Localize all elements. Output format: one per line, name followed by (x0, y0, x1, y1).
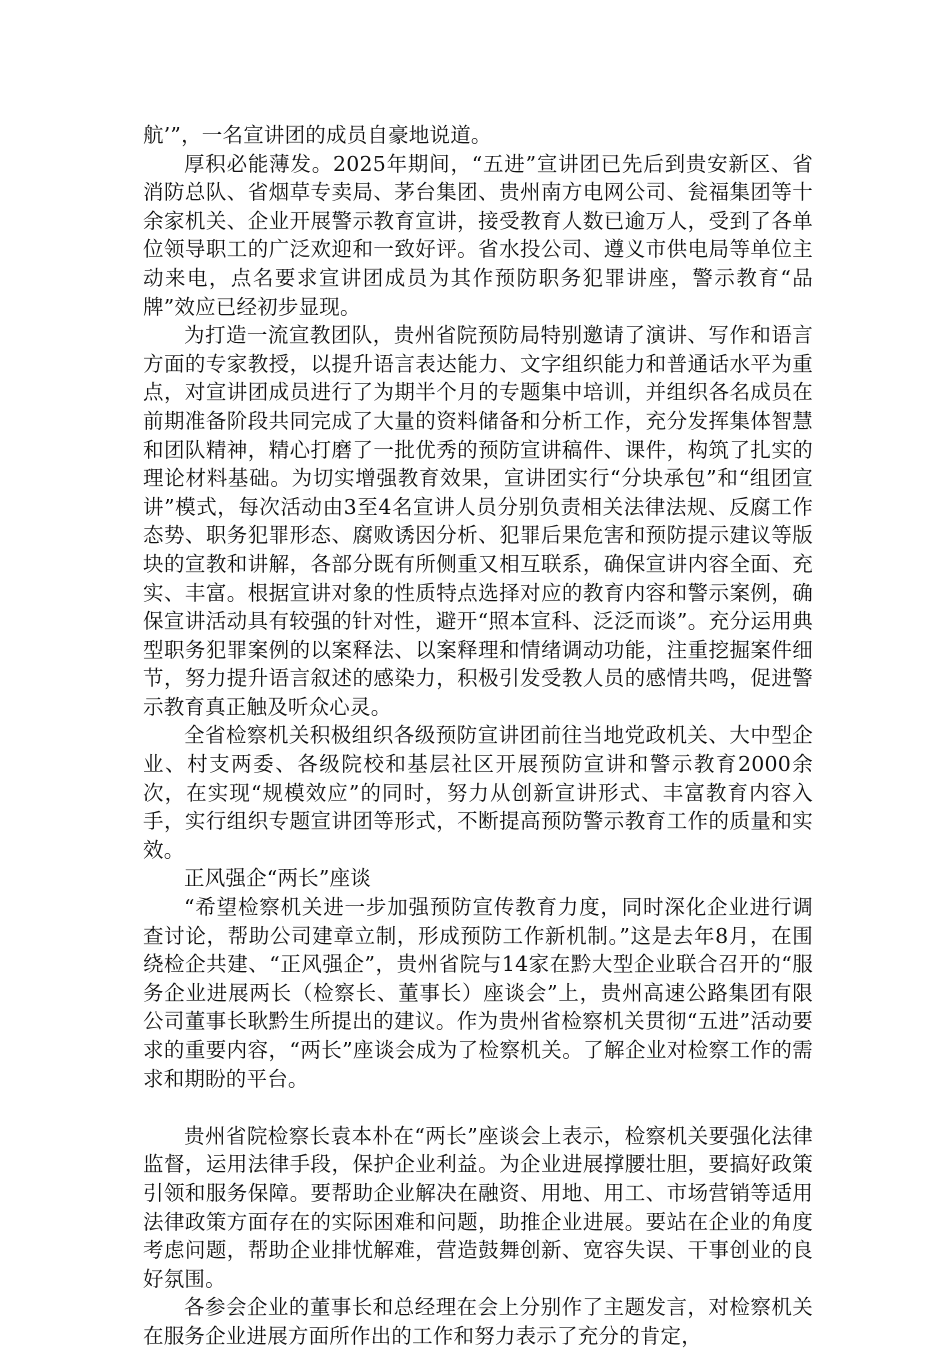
paragraph-2: 厚积必能薄发。2025年期间，“五进”宣讲团已先后到贵安新区、省消防总队、省烟草专卖局、茅台集团、贵州南方电网公司、瓮福集团等十余家机关、企业开展警示教育宣讲，接受教育人数已逾万人，受到了各单位领导职工的广泛欢迎和一致好评。省水投公司、遵义市供电局等单位主动来电，点名要求宣讲团成员为其作预防职务犯罪讲座，警示教育“品牌”效应已经初步显现。 (143, 151, 813, 319)
document-body (143, 121, 813, 1351)
paragraph-3: 为打造一流宣教团队，贵州省院预防局特别邀请了演讲、写作和语言方面的专家教授，以提升语言表达能力、文字组织能力和普通话水平为重点，对宣讲团成员进行了为期半个月的专题集中培训，并组织各名成员在前期准备阶段共同完成了大量的资料储备和分析工作，充分发挥集体智慧和团队精神，精心打磨了一批优秀的预防宣讲稿件、课件，构筑了扎实的理论材料基础。为切实增强教育效果，宣讲团实行“分块承包”和“组团宣讲”模式，每次活动由3至4名宣讲人员分别负责相关法律法规、反腐工作态势、职务犯罪形态、腐败诱因分析、犯罪后果危害和预防提示建议等版块的宣教和讲解，各部分既有所侧重又相互联系，确保宣讲内容全面、充实、丰富。根据宣讲对象的性质特点选择对应的教育内容和警示案例，确保宣讲活动具有较强的针对性，避开“照本宣科、泛泛而谈”。充分运用典型职务犯罪案例的以案释法、以案释理和情绪调动功能，注重挖掘案件细节，努力提升语言叙述的感染力，积极引发受教人员的感情共鸣，促进警示教育真正触及听众心灵。 (143, 323, 813, 719)
paragraph-6: 贵州省院检察长袁本朴在“两长”座谈会上表示，检察机关要强化法律监督，运用法律手段，保护企业利益。为企业进展撑腰壮胆，要搞好政策引领和服务保障。要帮助企业解决在融资、用地、用工、市场营销等适用法律政策方面存在的实际困难和问题，助推企业进展。要站在企业的角度考虑问题，帮助企业排忧解难，营造鼓舞创新、宽容失误、干事创业的良好氛围。 (143, 1123, 813, 1291)
paragraph-7: 各参会企业的董事长和总经理在会上分别作了主题发言，对检察机关在服务企业进展方面所作出的工作和努力表示了充分的肯定， (143, 1295, 813, 1348)
paragraph-gap (143, 1093, 813, 1122)
section-heading: 正风强企“两长”座谈 (184, 866, 371, 891)
paragraph-4: 全省检察机关积极组织各级预防宣讲团前往当地党政机关、大中型企业、村支两委、各级院校和基层社区开展预防宣讲和警示教育2000余次，在实现“规模效应”的同时，努力从创新宣讲形式、丰富教育内容入手，实行组织专题宣讲团等形式，不断提高预防警示教育工作的质量和实效。 (143, 723, 813, 862)
paragraph-5: “希望检察机关进一步加强预防宣传教育力度，同时深化企业进行调查讨论，帮助公司建章立制，形成预防工作新机制。”这是去年8月，在围绕检企共建、“正风强企”，贵州省院与14家在黔大型企业联合召开的“服务企业进展两长（检察长、董事长）座谈会”上，贵州高速公路集团有限公司董事长耿黔生所提出的建议。作为贵州省检察机关贯彻“五进”活动要求的重要内容，“两长”座谈会成为了检察机关。了解企业对检察工作的需求和期盼的平台。 (143, 895, 813, 1091)
paragraph-1: 航’”，一名宣讲团的成员自豪地说道。 (143, 123, 492, 147)
